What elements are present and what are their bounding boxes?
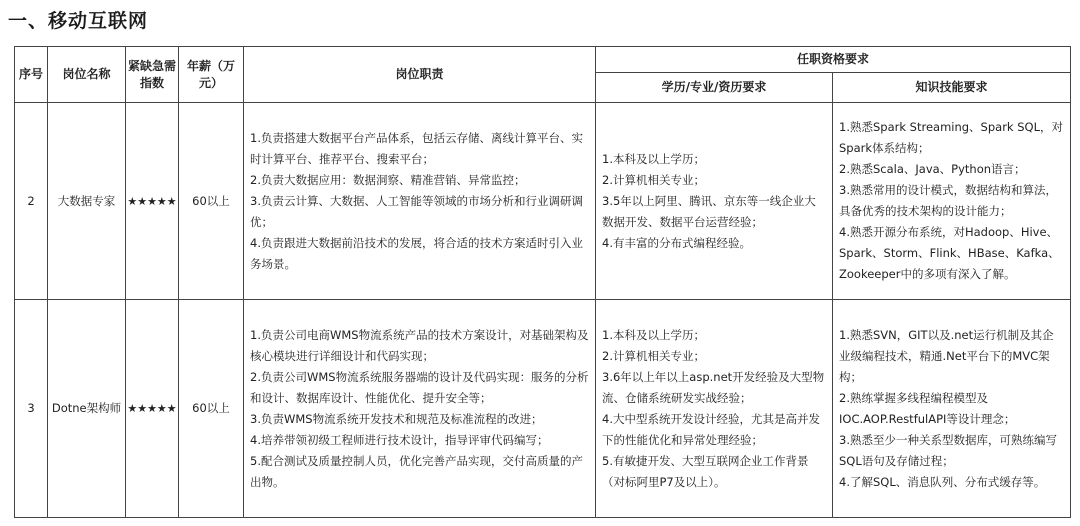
header-education: 学历/专业/资历要求 — [596, 73, 833, 103]
education-item: 1.本科及以上学历； — [602, 151, 705, 166]
skill-item: 2.熟悉Scala、Java、Python语言； — [839, 162, 1026, 176]
duty-item: 2.负责公司WMS物流系统服务器端的设计及代码实现：服务的分析和设计、数据库设计、性能优化、提升安全等； — [250, 369, 589, 405]
education-item: 1.本科及以上学历； — [602, 327, 705, 342]
row-skills — [833, 103, 1071, 300]
duty-item: 5.配合测试及质量控制人员，优化完善产品实现，交付高质量的产出物。 — [250, 453, 583, 489]
header-urgency: 紧缺急需指数 — [126, 47, 179, 103]
education-item: 2.计算机相关专业； — [602, 172, 705, 187]
row-position: 大数据专家 — [48, 103, 126, 300]
job-table — [14, 46, 1071, 518]
table-row — [15, 103, 1071, 300]
education-item: 2.计算机相关专业； — [602, 348, 705, 363]
row-salary: 60以上 — [179, 103, 244, 300]
skill-item: 4.熟悉开源分布系统，对Hadoop、Hive、Spark、Storm、Flink、HBase、Kafka、Zookeeper中的多项有深入了解。 — [839, 225, 1060, 281]
row-urgency: ★★★★★ — [126, 300, 179, 518]
duty-item: 3.负责云计算、大数据、人工智能等领域的市场分析和行业调研调优； — [250, 193, 583, 229]
education-item: 3.6年以上年以上asp.net开发经验及大型物流、仓储系统研发实战经验； — [602, 369, 825, 405]
header-position: 岗位名称 — [48, 47, 126, 103]
row-salary: 60以上 — [179, 300, 244, 518]
duty-item: 1.负责公司电商WMS物流系统产品的技术方案设计，对基础架构及核心模块进行详细设计和代码实现； — [250, 327, 589, 363]
duty-item: 3.负责WMS物流系统开发技术和规范及标准流程的改进； — [250, 411, 543, 426]
row-duties — [244, 103, 596, 300]
row-urgency: ★★★★★ — [126, 103, 179, 300]
header-skills: 知识技能要求 — [833, 73, 1071, 103]
duty-item: 2.负责大数据应用：数据洞察、精准营销、异常监控； — [250, 172, 526, 187]
row-duties — [244, 300, 596, 518]
skill-item: 1.熟悉SVN，GIT以及.net运行机制及其企业级编程技术，精通.Net平台下的MVC架构； — [839, 327, 1054, 384]
header-seq: 序号 — [15, 47, 48, 103]
skill-item: 3.熟悉至少一种关系型数据库，可熟练编写SQL语句及存储过程； — [839, 432, 1057, 468]
education-item: 3.5年以上阿里、腾讯、京东等一线企业大数据开发、数据平台运营经验； — [602, 193, 816, 229]
row-education — [596, 300, 833, 518]
skill-item: 3.熟悉常用的设计模式，数据结构和算法，具备优秀的技术架构的设计能力； — [839, 183, 1057, 218]
header-requirements: 任职资格要求 — [596, 47, 1071, 73]
row-education — [596, 103, 833, 300]
row-skills — [833, 300, 1071, 518]
header-duties: 岗位职责 — [244, 47, 596, 103]
duty-item: 4.负责跟进大数据前沿技术的发展，将合适的技术方案适时引入业务场景。 — [250, 235, 583, 271]
header-salary: 年薪（万元） — [179, 47, 244, 103]
duty-item: 1.负责搭建大数据平台产品体系，包括云存储、离线计算平台、实时计算平台、推荐平台、搜索平台； — [250, 130, 583, 166]
row-position: Dotne架构师 — [48, 300, 126, 518]
skill-item: 4.了解SQL、消息队列、分布式缓存等。 — [839, 474, 1046, 489]
section-title: 一、移动互联网 — [8, 10, 149, 32]
education-item: 4.有丰富的分布式编程经验。 — [602, 235, 751, 250]
table-row — [15, 300, 1071, 518]
education-item: 4.大中型系统开发设计经验，尤其是高并发下的性能优化和异常处理经验； — [602, 411, 820, 447]
row-seq: 2 — [15, 103, 48, 300]
education-item: 5.有敏捷开发、大型互联网企业工作背景（对标阿里P7及以上）。 — [602, 453, 809, 489]
skill-item: 2.熟练掌握多线程编程模型及IOC.AOP.RestfulAPI等设计理念； — [839, 390, 1016, 426]
duty-item: 4.培养带领初级工程师进行技术设计，指导评审代码编写； — [250, 432, 549, 447]
skill-item: 1.熟悉Spark Streaming、Spark SQL，对Spark体系结构； — [839, 120, 1064, 155]
row-seq: 3 — [15, 300, 48, 518]
